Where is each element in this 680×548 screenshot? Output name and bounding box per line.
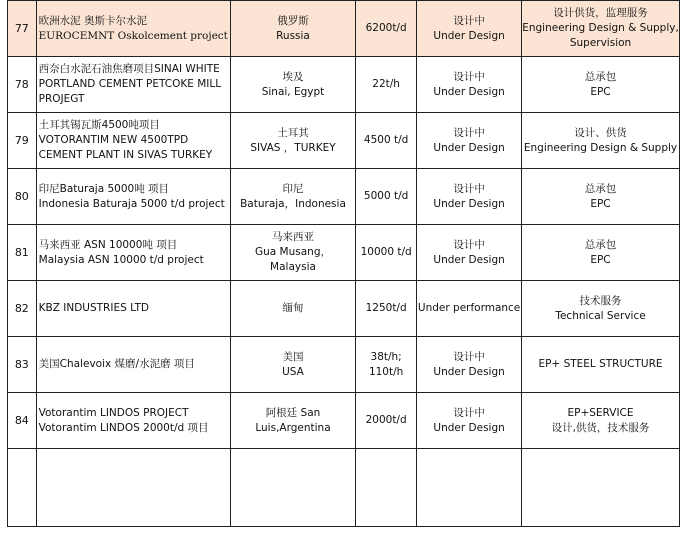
location-cell	[230, 57, 355, 113]
status-cell	[417, 449, 522, 527]
row-number: 84	[8, 393, 37, 449]
status-cell-line: Under Design	[433, 141, 505, 154]
scope-cell-line: Engineering Design & Supply,	[522, 22, 679, 34]
scope-cell-line: EPC	[590, 197, 611, 210]
project-name-cell-line: 马来西亚 ASN 10000吨 项目	[38, 238, 178, 251]
project-name-cell-line: 西奈白水泥石油焦磨项目SINAI WHITE	[38, 63, 220, 75]
capacity-cell: 6200t/d	[356, 1, 417, 57]
scope-cell-line: EPC	[590, 85, 611, 98]
status-cell-line: 设计中	[453, 14, 485, 27]
location-cell-line: 马来西亚	[271, 231, 314, 243]
table-row	[8, 449, 680, 527]
location-cell-line: 缅甸	[282, 302, 304, 314]
scope-cell	[522, 393, 680, 449]
row-number: 77	[8, 1, 37, 57]
location-cell	[230, 449, 355, 527]
scope-cell	[522, 113, 680, 169]
status-cell-line: Under Design	[433, 253, 505, 266]
capacity-cell: 4500 t/d	[356, 113, 417, 169]
location-cell-line: USA	[282, 365, 304, 378]
project-name-cell-line: PORTLAND CEMENT PETCOKE MILL	[38, 78, 222, 90]
location-cell	[230, 169, 355, 225]
status-cell-line: 设计中	[453, 350, 485, 363]
scope-cell-line: 设计供货，监理服务	[553, 7, 648, 19]
location-cell	[230, 337, 355, 393]
scope-cell-line: EPC	[590, 253, 611, 266]
row-number	[8, 449, 37, 527]
project-name-cell-line: EUROCEMNT Oskolcement project	[38, 29, 228, 42]
scope-cell-line: 总承包	[584, 70, 617, 83]
status-cell-line: Under Design	[433, 85, 505, 98]
scope-cell	[522, 337, 680, 393]
location-cell-line: SIVAS ，TURKEY	[250, 141, 336, 154]
table-row	[8, 1, 680, 57]
row-number: 82	[8, 281, 37, 337]
location-cell-line: Luis,Argentina	[255, 421, 331, 434]
row-number: 81	[8, 225, 37, 281]
status-cell	[417, 393, 522, 449]
project-name-cell-line: 土耳其锡瓦斯4500吨项目	[38, 119, 160, 131]
location-cell-line: 埃及	[282, 70, 304, 83]
project-name-cell-line: Malaysia ASN 10000 t/d project	[38, 253, 204, 266]
project-name-cell	[36, 57, 230, 113]
status-cell-line: 设计中	[453, 70, 485, 83]
status-cell	[417, 225, 522, 281]
project-name-cell-line: VOTORANTIM NEW 4500TPD	[38, 134, 189, 146]
project-name-cell-line: PROJEGT	[38, 93, 85, 105]
project-name-cell	[36, 1, 230, 57]
project-name-cell-line: 印尼Baturaja 5000吨 项目	[38, 182, 170, 195]
capacity-cell: 38t/h; 110t/h	[356, 337, 417, 393]
capacity-cell: 22t/h	[356, 57, 417, 113]
project-name-cell-line: KBZ INDUSTRIES LTD	[38, 302, 149, 314]
project-name-cell	[36, 337, 230, 393]
project-name-cell-line: Indonesia Baturaja 5000 t/d project	[38, 197, 225, 210]
project-name-cell	[36, 393, 230, 449]
status-cell	[417, 57, 522, 113]
scope-cell-line: EP+ STEEL STRUCTURE	[538, 358, 663, 370]
scope-cell-line: 设计、供货	[574, 126, 627, 139]
location-cell-line: 美国	[282, 350, 304, 363]
table-row	[8, 225, 680, 281]
location-cell-line: Baturaja，Indonesia	[240, 197, 346, 210]
location-cell	[230, 113, 355, 169]
scope-cell	[522, 225, 680, 281]
status-cell-line: Under Design	[433, 365, 505, 378]
location-cell-line: Sinai, Egypt	[261, 85, 325, 98]
location-cell	[230, 281, 355, 337]
status-cell-line: Under Design	[433, 29, 505, 42]
project-name-cell	[36, 281, 230, 337]
project-name-cell	[36, 225, 230, 281]
status-cell	[417, 169, 522, 225]
project-name-cell-line: Votorantim LINDOS 2000t/d 项目	[38, 421, 209, 434]
status-cell-line: 设计中	[453, 126, 485, 139]
capacity-cell: 10000 t/d	[356, 225, 417, 281]
location-cell-line: 俄罗斯	[277, 14, 309, 27]
scope-cell-line: Technical Service	[555, 309, 646, 322]
scope-cell	[522, 57, 680, 113]
scope-cell	[522, 449, 680, 527]
project-table	[7, 0, 680, 527]
project-name-cell	[36, 169, 230, 225]
capacity-cell: 5000 t/d	[356, 169, 417, 225]
table-row	[8, 57, 680, 113]
status-cell	[417, 1, 522, 57]
row-number: 78	[8, 57, 37, 113]
status-cell	[417, 337, 522, 393]
table-row	[8, 169, 680, 225]
capacity-cell: 2000t/d	[356, 393, 417, 449]
scope-cell-line: Supervision	[569, 37, 632, 49]
project-name-cell-line: Votorantim LINDOS PROJECT	[38, 406, 189, 419]
status-cell	[417, 113, 522, 169]
status-cell-line: Under Design	[433, 421, 505, 434]
project-name-cell-line: 美国Chalevoix 煤磨/水泥磨 项目	[38, 358, 195, 370]
status-cell-line: 设计中	[453, 406, 485, 419]
project-name-cell	[36, 113, 230, 169]
location-cell	[230, 225, 355, 281]
table-row	[8, 113, 680, 169]
location-cell-line: Malaysia	[270, 261, 316, 273]
status-cell-line: Under Design	[433, 197, 505, 210]
project-name-cell-line: CEMENT PLANT IN SIVAS TURKEY	[38, 149, 213, 161]
location-cell	[230, 1, 355, 57]
scope-cell-line: 设计,供货，技术服务	[551, 421, 650, 434]
capacity-cell	[356, 449, 417, 527]
scope-cell-line: 总承包	[584, 182, 617, 195]
scope-cell-line: 总承包	[584, 238, 617, 251]
location-cell-line: Russia	[276, 29, 310, 42]
scope-cell-line: EP+SERVICE	[567, 406, 634, 419]
location-cell-line: 土耳其	[277, 126, 309, 139]
location-cell-line: 印尼	[282, 182, 304, 195]
table-row	[8, 337, 680, 393]
location-cell-line: 阿根廷 San	[265, 406, 321, 419]
location-cell	[230, 393, 355, 449]
location-cell-line: Gua Musang，	[254, 246, 331, 258]
table-row	[8, 281, 680, 337]
status-cell-line: 设计中	[453, 182, 485, 195]
project-name-cell	[36, 449, 230, 527]
project-name-cell-line: 欧洲水泥 奥斯卡尔水泥	[38, 14, 147, 27]
scope-cell	[522, 281, 680, 337]
scope-cell	[522, 1, 680, 57]
row-number: 79	[8, 113, 37, 169]
scope-cell	[522, 169, 680, 225]
scope-cell-line: Engineering Design & Supply	[523, 141, 678, 154]
table-row	[8, 393, 680, 449]
scope-cell-line: 技术服务	[579, 294, 622, 307]
project-table-body	[8, 1, 680, 527]
status-cell-line: 设计中	[453, 238, 485, 251]
status-cell-line: Under performance	[417, 302, 521, 314]
row-number: 83	[8, 337, 37, 393]
capacity-cell: 1250t/d	[356, 281, 417, 337]
row-number: 80	[8, 169, 37, 225]
status-cell	[417, 281, 522, 337]
